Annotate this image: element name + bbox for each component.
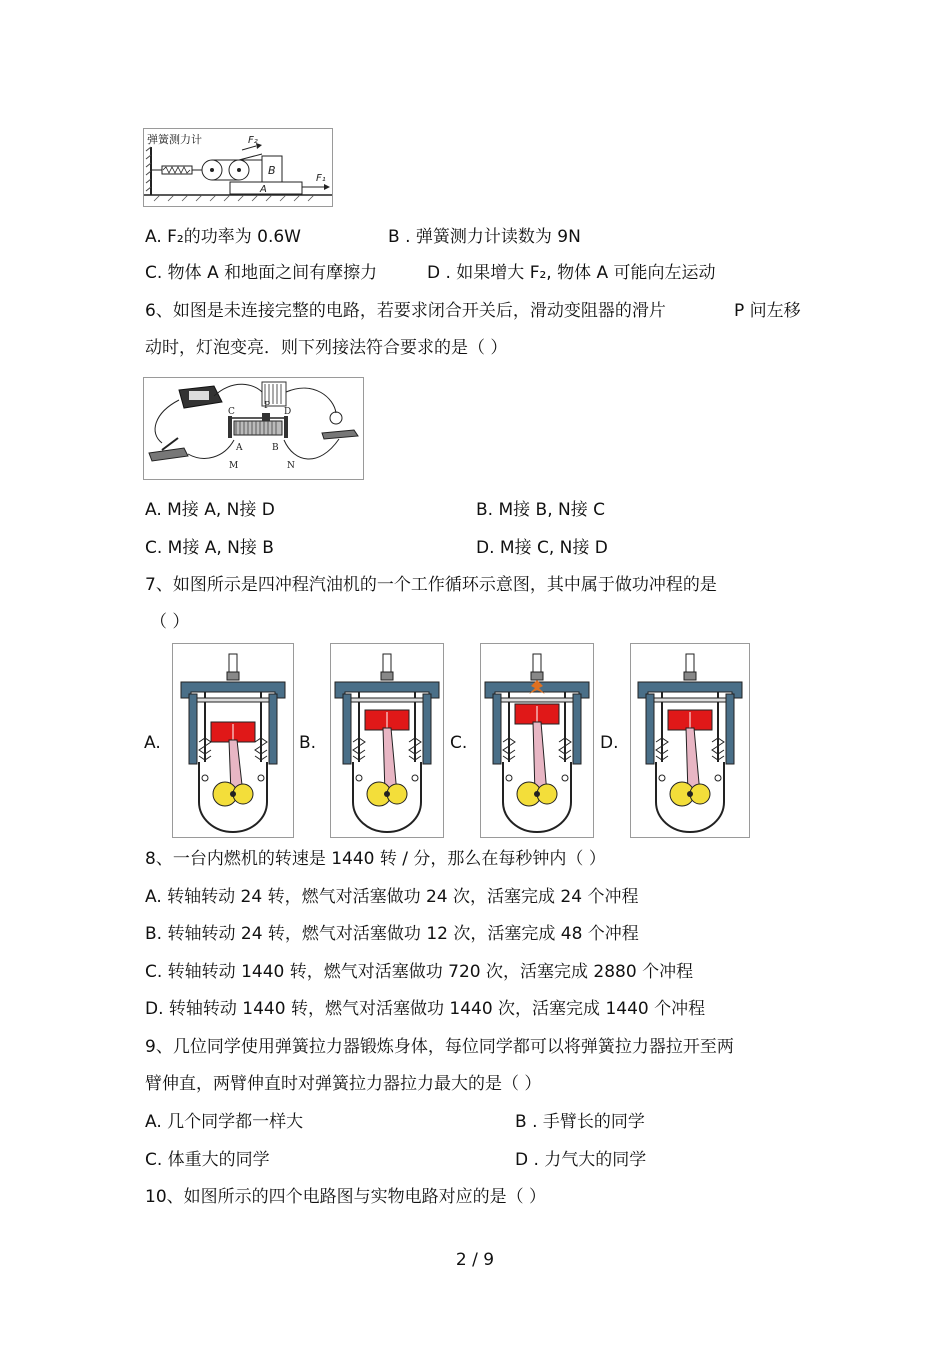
q9-stem-line2: 臂伸直，两臂伸直时对弹簧拉力器拉力最大的是（ ） xyxy=(145,1074,542,1094)
engine-stroke-figure-c xyxy=(480,643,594,838)
q7-stem-line2: （ ） xyxy=(150,612,190,632)
q9-stem-line1: 9、几位同学使用弹簧拉力器锻炼身体，每位同学都可以将弹簧拉力器拉开至两 xyxy=(145,1037,734,1057)
engine-caption-d: D. xyxy=(600,733,619,753)
engine-stroke-figure-d xyxy=(630,643,750,838)
terminal-b-label: B xyxy=(272,443,279,453)
q9-option-a: A. 几个同学都一样大 xyxy=(145,1112,304,1132)
f1-label: F₁ xyxy=(316,173,326,184)
q5-option-c: C. 物体 A 和地面之间有摩擦力 xyxy=(145,263,378,283)
meter-label: 弹簧测力计 xyxy=(147,133,202,146)
q5-option-d: D . 如果增大 F₂, 物体 A 可能向左运动 xyxy=(427,263,716,283)
terminal-a-label: A xyxy=(236,443,243,453)
q9-option-c: C. 体重大的同学 xyxy=(145,1150,270,1170)
wire-n-label: N xyxy=(287,461,295,471)
q5-option-b: B . 弹簧测力计读数为 9N xyxy=(388,227,581,247)
q6-stem-line1-tail: P 问左移 xyxy=(734,301,801,321)
rheostat-circuit-figure xyxy=(143,377,364,480)
q8-option-d: D. 转轴转动 1440 转，燃气对活塞做功 1440 次，活塞完成 1440 个冲程 xyxy=(145,999,706,1019)
spring-scale-pulley-figure xyxy=(143,128,333,207)
wire-m-label: M xyxy=(229,461,239,471)
f2-label: F₂ xyxy=(248,135,258,146)
q6-option-b: B. M接 B, N接 C xyxy=(476,500,606,520)
q6-stem-line2: 动时，灯泡变亮．则下列接法符合要求的是（ ） xyxy=(145,338,508,358)
q6-option-c: C. M接 A, N接 B xyxy=(145,538,274,558)
q6-option-a: A. M接 A, N接 D xyxy=(145,500,275,520)
q8-option-c: C. 转轴转动 1440 转，燃气对活塞做功 720 次，活塞完成 2880 个冲程 xyxy=(145,962,694,982)
q6-stem-line1: 6、如图是未连接完整的电路，若要求闭合开关后，滑动变阻器的滑片 xyxy=(145,301,666,321)
block-a-label: A xyxy=(260,184,267,195)
engine-stroke-figure-b xyxy=(330,643,444,838)
q10-stem: 10、如图所示的四个电路图与实物电路对应的是（ ） xyxy=(145,1187,547,1207)
engine-caption-b: B. xyxy=(299,733,317,753)
q7-stem-line1: 7、如图所示是四冲程汽油机的一个工作循环示意图，其中属于做功冲程的是 xyxy=(145,575,717,595)
page-number: 2 / 9 xyxy=(455,1250,495,1270)
q8-option-b: B. 转轴转动 24 转，燃气对活塞做功 12 次，活塞完成 48 个冲程 xyxy=(145,924,639,944)
engine-caption-c: C. xyxy=(450,733,468,753)
terminal-c-label: C xyxy=(228,407,235,417)
engine-stroke-figure-a xyxy=(172,643,294,838)
slider-p-label: P xyxy=(264,401,271,411)
block-b-label: B xyxy=(268,164,276,177)
q8-stem: 8、一台内燃机的转速是 1440 转 / 分，那么在每秒钟内（ ） xyxy=(145,849,606,869)
terminal-d-label: D xyxy=(284,407,292,417)
q8-option-a: A. 转轴转动 24 转，燃气对活塞做功 24 次，活塞完成 24 个冲程 xyxy=(145,887,639,907)
q9-option-d: D . 力气大的同学 xyxy=(515,1150,647,1170)
q6-option-d: D. M接 C, N接 D xyxy=(476,538,608,558)
q9-option-b: B . 手臂长的同学 xyxy=(515,1112,645,1132)
q5-option-a: A. F₂的功率为 0.6W xyxy=(145,227,301,247)
engine-caption-a: A. xyxy=(144,733,161,753)
